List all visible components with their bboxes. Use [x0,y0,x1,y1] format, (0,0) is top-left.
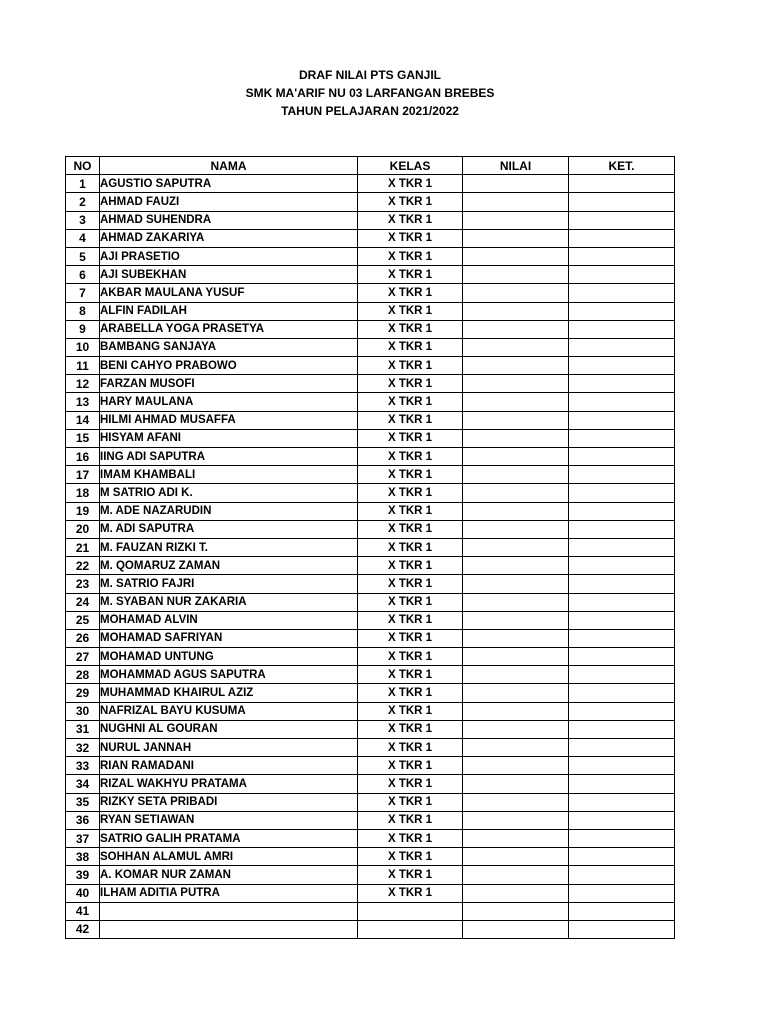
cell-kelas: X TKR 1 [358,338,463,356]
cell-nilai [463,757,569,775]
cell-nama: ILHAM ADITIA PUTRA [100,884,358,902]
cell-no: 29 [66,684,100,702]
column-header-kelas: KELAS [358,157,463,175]
cell-nilai [463,538,569,556]
cell-no: 1 [66,175,100,193]
cell-nilai [463,793,569,811]
cell-nilai [463,829,569,847]
table-row [66,393,675,411]
table-row [66,357,675,375]
table-row [66,211,675,229]
cell-nilai [463,611,569,629]
cell-kelas: X TKR 1 [358,629,463,647]
cell-nama: M SATRIO ADI K. [100,484,358,502]
cell-nilai [463,811,569,829]
table-row [66,648,675,666]
cell-nilai [463,193,569,211]
cell-nama [100,920,358,938]
cell-nama: MUHAMMAD KHAIRUL AZIZ [100,684,358,702]
cell-no: 8 [66,302,100,320]
cell-nilai [463,720,569,738]
cell-ket [569,338,675,356]
cell-no: 7 [66,284,100,302]
cell-nama: M. SYABAN NUR ZAKARIA [100,593,358,611]
table-row [66,702,675,720]
cell-no: 4 [66,229,100,247]
cell-nilai [463,357,569,375]
cell-kelas: X TKR 1 [358,684,463,702]
cell-nama: AKBAR MAULANA YUSUF [100,284,358,302]
cell-kelas: X TKR 1 [358,302,463,320]
cell-kelas: X TKR 1 [358,393,463,411]
cell-kelas: X TKR 1 [358,739,463,757]
cell-ket [569,538,675,556]
cell-ket [569,884,675,902]
table-row [66,175,675,193]
cell-kelas: X TKR 1 [358,502,463,520]
cell-ket [569,666,675,684]
cell-nama: ARABELLA YOGA PRASETYA [100,320,358,338]
cell-nama [100,902,358,920]
document-header [0,66,740,120]
cell-kelas: X TKR 1 [358,411,463,429]
cell-kelas: X TKR 1 [358,484,463,502]
table-row [66,920,675,938]
cell-ket [569,520,675,538]
cell-kelas: X TKR 1 [358,266,463,284]
table-row [66,629,675,647]
cell-nama: RIZAL WAKHYU PRATAMA [100,775,358,793]
cell-nama: ALFIN FADILAH [100,302,358,320]
table-row [66,848,675,866]
cell-no: 25 [66,611,100,629]
cell-ket [569,193,675,211]
cell-nama: MOHAMMAD AGUS SAPUTRA [100,666,358,684]
cell-ket [569,448,675,466]
cell-nama: A. KOMAR NUR ZAMAN [100,866,358,884]
cell-nilai [463,484,569,502]
cell-kelas: X TKR 1 [358,702,463,720]
table-row [66,757,675,775]
cell-kelas: X TKR 1 [358,429,463,447]
cell-no: 6 [66,266,100,284]
cell-kelas: X TKR 1 [358,320,463,338]
cell-kelas: X TKR 1 [358,648,463,666]
cell-ket [569,375,675,393]
cell-nama: IING ADI SAPUTRA [100,448,358,466]
cell-ket [569,357,675,375]
cell-ket [569,484,675,502]
cell-kelas: X TKR 1 [358,448,463,466]
cell-ket [569,229,675,247]
cell-nilai [463,866,569,884]
cell-no: 9 [66,320,100,338]
cell-nama: AHMAD FAUZI [100,193,358,211]
cell-nilai [463,393,569,411]
cell-no: 15 [66,429,100,447]
cell-no: 17 [66,466,100,484]
cell-nama: HISYAM AFANI [100,429,358,447]
cell-no: 16 [66,448,100,466]
cell-nilai [463,520,569,538]
cell-ket [569,411,675,429]
cell-kelas: X TKR 1 [358,848,463,866]
cell-no: 39 [66,866,100,884]
document-title: DRAF NILAI PTS GANJIL [298,68,441,82]
table-header-row [66,157,675,175]
cell-nilai [463,229,569,247]
cell-no: 14 [66,411,100,429]
cell-nilai [463,775,569,793]
cell-no: 24 [66,593,100,611]
cell-nilai [463,320,569,338]
cell-ket [569,284,675,302]
cell-no: 26 [66,629,100,647]
cell-nilai [463,211,569,229]
cell-ket [569,466,675,484]
table-row [66,429,675,447]
cell-nama: RIAN RAMADANI [100,757,358,775]
cell-no: 30 [66,702,100,720]
table-row [66,502,675,520]
cell-kelas: X TKR 1 [358,466,463,484]
cell-no: 5 [66,247,100,265]
cell-nama: NUGHNI AL GOURAN [100,720,358,738]
cell-kelas: X TKR 1 [358,229,463,247]
table-row [66,193,675,211]
cell-nama: RYAN SETIAWAN [100,811,358,829]
table-row [66,666,675,684]
cell-no: 41 [66,902,100,920]
table-row [66,229,675,247]
cell-no: 36 [66,811,100,829]
cell-nama: FARZAN MUSOFI [100,375,358,393]
cell-no: 40 [66,884,100,902]
cell-no: 31 [66,720,100,738]
table-row [66,557,675,575]
cell-kelas: X TKR 1 [358,829,463,847]
cell-kelas: X TKR 1 [358,757,463,775]
cell-nilai [463,666,569,684]
cell-nama: NURUL JANNAH [100,739,358,757]
cell-ket [569,593,675,611]
cell-ket [569,775,675,793]
cell-kelas: X TKR 1 [358,775,463,793]
cell-nama: AHMAD ZAKARIYA [100,229,358,247]
cell-ket [569,902,675,920]
cell-ket [569,557,675,575]
cell-no: 21 [66,538,100,556]
cell-no: 33 [66,757,100,775]
cell-no: 20 [66,520,100,538]
cell-kelas: X TKR 1 [358,538,463,556]
cell-kelas [358,920,463,938]
cell-no: 34 [66,775,100,793]
cell-nama: SOHHAN ALAMUL AMRI [100,848,358,866]
cell-ket [569,502,675,520]
table-row [66,575,675,593]
table-row [66,520,675,538]
academic-year: TAHUN PELAJARAN 2021/2022 [281,104,459,118]
cell-no: 37 [66,829,100,847]
cell-kelas: X TKR 1 [358,375,463,393]
table-row [66,320,675,338]
cell-nilai [463,884,569,902]
cell-nilai [463,920,569,938]
cell-no: 13 [66,393,100,411]
cell-nama: M. SATRIO FAJRI [100,575,358,593]
grades-table [65,156,675,939]
cell-nama: RIZKY SETA PRIBADI [100,793,358,811]
cell-nama: AGUSTIO SAPUTRA [100,175,358,193]
cell-nama: SATRIO GALIH PRATAMA [100,829,358,847]
cell-nama: BENI CAHYO PRABOWO [100,357,358,375]
cell-nilai [463,502,569,520]
table-row [66,338,675,356]
cell-kelas [358,902,463,920]
cell-ket [569,648,675,666]
cell-kelas: X TKR 1 [358,211,463,229]
cell-ket [569,393,675,411]
table-row [66,902,675,920]
cell-kelas: X TKR 1 [358,793,463,811]
cell-no: 2 [66,193,100,211]
cell-nama: M. ADE NAZARUDIN [100,502,358,520]
cell-ket [569,575,675,593]
cell-nama: MOHAMAD SAFRIYAN [100,629,358,647]
cell-kelas: X TKR 1 [358,175,463,193]
cell-no: 10 [66,338,100,356]
cell-nilai [463,411,569,429]
cell-no: 27 [66,648,100,666]
cell-no: 28 [66,666,100,684]
cell-nilai [463,338,569,356]
cell-no: 22 [66,557,100,575]
cell-nilai [463,648,569,666]
cell-kelas: X TKR 1 [358,866,463,884]
column-header-no: NO [66,157,100,175]
cell-no: 19 [66,502,100,520]
table-row [66,866,675,884]
table-row [66,484,675,502]
table-row [66,302,675,320]
cell-no: 42 [66,920,100,938]
table-row [66,247,675,265]
cell-ket [569,211,675,229]
cell-nama: HARY MAULANA [100,393,358,411]
cell-nilai [463,284,569,302]
cell-nama: IMAM KHAMBALI [100,466,358,484]
cell-nama: NAFRIZAL BAYU KUSUMA [100,702,358,720]
table-row [66,448,675,466]
cell-kelas: X TKR 1 [358,557,463,575]
table-row [66,720,675,738]
table-row [66,466,675,484]
cell-kelas: X TKR 1 [358,247,463,265]
cell-ket [569,739,675,757]
cell-nama: M. QOMARUZ ZAMAN [100,557,358,575]
cell-kelas: X TKR 1 [358,575,463,593]
cell-nama: AJI SUBEKHAN [100,266,358,284]
cell-ket [569,629,675,647]
table-row [66,829,675,847]
cell-ket [569,811,675,829]
cell-no: 18 [66,484,100,502]
cell-kelas: X TKR 1 [358,611,463,629]
cell-nilai [463,448,569,466]
cell-ket [569,247,675,265]
cell-ket [569,175,675,193]
cell-ket [569,720,675,738]
table-row [66,411,675,429]
cell-ket [569,920,675,938]
cell-nilai [463,848,569,866]
cell-nama: M. ADI SAPUTRA [100,520,358,538]
cell-ket [569,702,675,720]
cell-nilai [463,575,569,593]
cell-ket [569,684,675,702]
table-row [66,611,675,629]
table-row [66,793,675,811]
cell-kelas: X TKR 1 [358,720,463,738]
cell-nilai [463,557,569,575]
school-name: SMK MA'ARIF NU 03 LARFANGAN BREBES [245,86,495,100]
cell-nilai [463,593,569,611]
column-header-nama: NAMA [100,157,358,175]
cell-nama: AJI PRASETIO [100,247,358,265]
cell-nama: AHMAD SUHENDRA [100,211,358,229]
cell-nama: M. FAUZAN RIZKI T. [100,538,358,556]
cell-nilai [463,266,569,284]
cell-kelas: X TKR 1 [358,811,463,829]
cell-nama: HILMI AHMAD MUSAFFA [100,411,358,429]
cell-ket [569,866,675,884]
table-row [66,775,675,793]
cell-no: 32 [66,739,100,757]
cell-kelas: X TKR 1 [358,593,463,611]
cell-ket [569,848,675,866]
table-row [66,266,675,284]
cell-ket [569,302,675,320]
cell-no: 11 [66,357,100,375]
table-row [66,375,675,393]
cell-nilai [463,902,569,920]
cell-nilai [463,629,569,647]
cell-nilai [463,739,569,757]
table-body [66,175,675,939]
table-row [66,538,675,556]
column-header-ket: KET. [569,157,675,175]
cell-nama: MOHAMAD ALVIN [100,611,358,629]
cell-nilai [463,466,569,484]
table-row [66,884,675,902]
cell-no: 12 [66,375,100,393]
cell-kelas: X TKR 1 [358,193,463,211]
cell-nilai [463,684,569,702]
cell-kelas: X TKR 1 [358,520,463,538]
cell-no: 35 [66,793,100,811]
cell-kelas: X TKR 1 [358,666,463,684]
table-row [66,811,675,829]
column-header-nilai: NILAI [463,157,569,175]
cell-ket [569,757,675,775]
cell-no: 38 [66,848,100,866]
cell-nilai [463,247,569,265]
table-row [66,739,675,757]
cell-ket [569,320,675,338]
cell-ket [569,266,675,284]
cell-nilai [463,302,569,320]
table-row [66,593,675,611]
cell-ket [569,611,675,629]
cell-ket [569,429,675,447]
cell-kelas: X TKR 1 [358,284,463,302]
cell-ket [569,829,675,847]
cell-nama: MOHAMAD UNTUNG [100,648,358,666]
cell-no: 3 [66,211,100,229]
cell-ket [569,793,675,811]
cell-kelas: X TKR 1 [358,884,463,902]
cell-nilai [463,429,569,447]
cell-kelas: X TKR 1 [358,357,463,375]
table-row [66,684,675,702]
cell-nama: BAMBANG SANJAYA [100,338,358,356]
cell-nilai [463,375,569,393]
cell-nilai [463,175,569,193]
cell-nilai [463,702,569,720]
cell-no: 23 [66,575,100,593]
table-row [66,284,675,302]
